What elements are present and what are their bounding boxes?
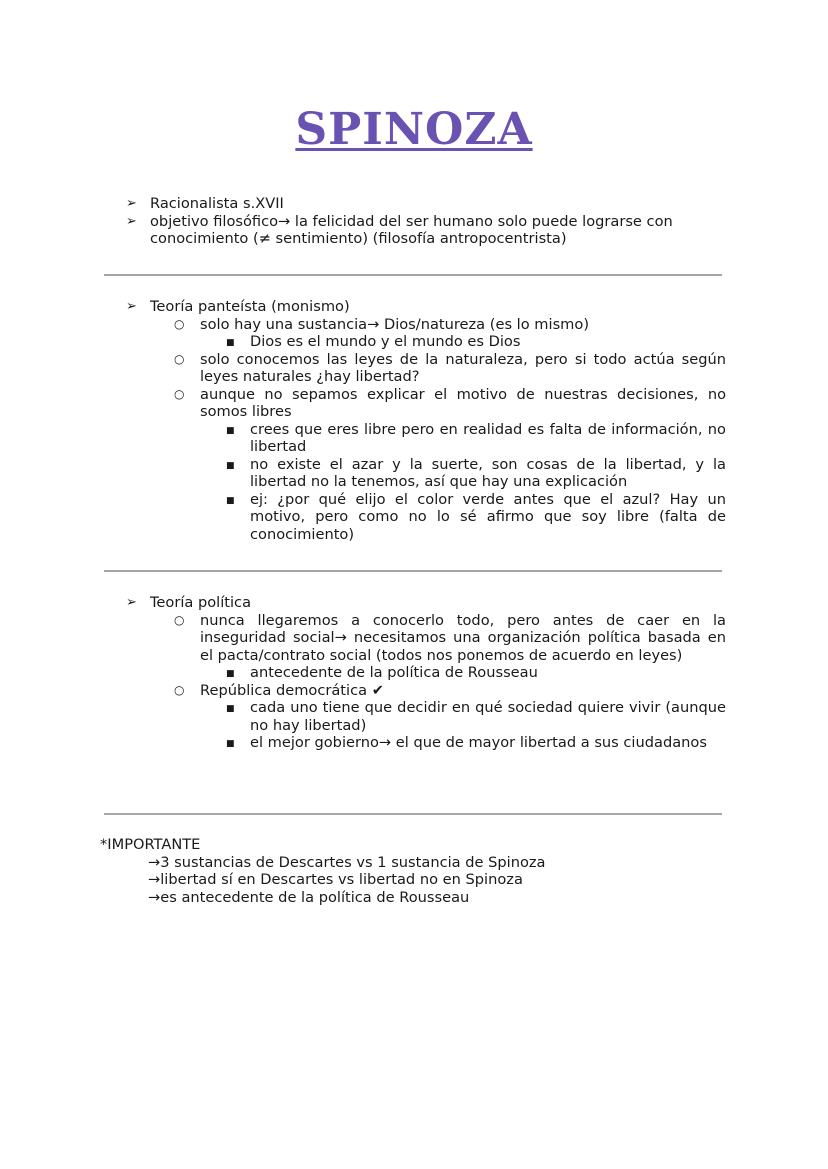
list-item: ➢ Racionalista s.XVII xyxy=(126,195,284,212)
arrow-bullet-icon: ➢ xyxy=(126,299,137,314)
page-title: SPINOZA xyxy=(295,104,533,155)
section-intro xyxy=(0,195,828,248)
list-item: ➢ objetivo filosófico→ la felicidad del ser humano solo puede lograrse con conocimiento (≠ sentimiento) (filosofía antropocentrista) xyxy=(126,212,673,247)
square-bullet-icon: ■ xyxy=(226,338,235,348)
sub-list-item: ■ ej: ¿por qué elijo el color verde antes que el azul? Hay un motivo, pero como no lo sé afirmo que soy libre (falta de conocimiento) xyxy=(226,490,726,543)
circle-bullet-icon: ○ xyxy=(174,682,185,697)
important-line: →libertad sí en Descartes vs libertad no en Spinoza xyxy=(148,871,523,888)
circle-bullet-icon: ○ xyxy=(174,386,185,401)
square-bullet-icon: ■ xyxy=(226,495,235,506)
section-heading: ➢ Teoría política xyxy=(126,594,252,611)
page-title-container xyxy=(0,104,828,155)
list-item: ○ aunque no sepamos explicar el motivo de nuestras decisiones, no somos libres xyxy=(174,385,726,420)
sub-list-item: ■ el mejor gobierno→ el que de mayor libertad a sus ciudadanos xyxy=(0,734,828,752)
section-political-theory xyxy=(0,594,828,752)
arrow-bullet-icon: ➢ xyxy=(126,213,137,229)
square-bullet-icon: ■ xyxy=(226,460,235,471)
list-item: ○ solo conocemos las leyes de la naturaleza, pero si todo actúa según leyes naturales ¿hay libertad? xyxy=(174,350,726,385)
list-item: ○ República democrática ✔ xyxy=(174,681,384,699)
arrow-bullet-icon: ➢ xyxy=(126,595,137,610)
sub-list-item: ■ crees que eres libre pero en realidad es falta de información, no libertad xyxy=(226,420,726,455)
list-item: ○ solo hay una sustancia→ Dios/natureza (es lo mismo) xyxy=(174,315,590,333)
important-line: →es antecedente de la política de Rousseau xyxy=(148,888,470,906)
divider xyxy=(104,813,722,815)
divider xyxy=(104,274,722,276)
square-bullet-icon: ■ xyxy=(226,739,235,749)
divider xyxy=(104,570,722,572)
circle-bullet-icon: ○ xyxy=(174,351,185,366)
section-pantheist-theory xyxy=(0,298,828,543)
sub-list-item: ■ cada uno tiene que decidir en qué sociedad quiere vivir (aunque no hay libertad) xyxy=(226,699,726,734)
sub-list-item: ■ antecedente de la política de Rousseau xyxy=(0,664,828,682)
important-heading: *IMPORTANTE xyxy=(100,836,201,853)
square-bullet-icon: ■ xyxy=(226,704,235,714)
square-bullet-icon: ■ xyxy=(226,425,235,436)
sub-list-item: ■ no existe el azar y la suerte, son cosas de la libertad, y la libertad no la tenemos, así que hay una explicación xyxy=(226,455,726,490)
circle-bullet-icon: ○ xyxy=(174,612,185,627)
circle-bullet-icon: ○ xyxy=(174,316,185,331)
list-item: ○ nunca llegaremos a conocerlo todo, pero antes de caer en la inseguridad social→ necesitamos una organización política basada en el pacta/contrato social (todos nos ponemos de acuerdo en leyes) xyxy=(174,611,726,664)
arrow-bullet-icon: ➢ xyxy=(126,196,137,211)
square-bullet-icon: ■ xyxy=(226,669,235,679)
section-heading: ➢ Teoría panteísta (monismo) xyxy=(126,298,350,315)
important-notes xyxy=(100,836,545,906)
sub-list-item: ■ Dios es el mundo y el mundo es Dios xyxy=(0,333,828,351)
important-line: →3 sustancias de Descartes vs 1 sustancia de Spinoza xyxy=(148,853,546,871)
